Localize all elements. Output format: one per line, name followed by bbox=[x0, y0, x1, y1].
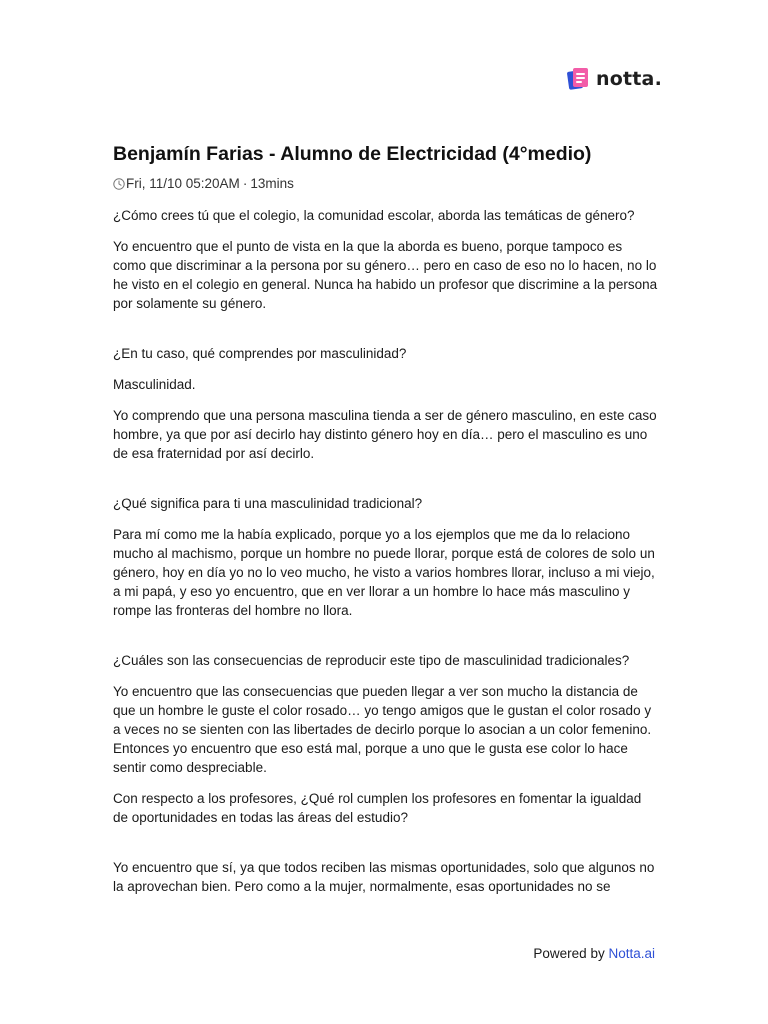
paragraph-question: Con respecto a los profesores, ¿Qué rol cumplen los profesores en fomentar la igualdad de oportunidades en todas las áreas del estudio? bbox=[113, 791, 642, 825]
paragraph-answer: Yo encuentro que sí, ya que todos reciben las mismas oportunidades, solo que algunos no la aprovechan bien. Pero como a la mujer, normalmente, esas oportunidades no se bbox=[113, 860, 655, 894]
notta-logo bbox=[567, 64, 662, 94]
clock-icon bbox=[113, 178, 125, 190]
notta-logo-text: notta. bbox=[596, 68, 662, 90]
meta-duration: 13mins bbox=[250, 176, 294, 191]
paragraph-answer: Yo comprendo que una persona masculina tienda a ser de género masculino, en este caso hombre, ya que por así decirlo hay distinto género hoy en día… pero el masculino es uno de esa fraternidad por así decirlo. bbox=[113, 408, 657, 461]
paragraph-answer: Masculinidad. bbox=[113, 377, 196, 392]
paragraph-question: ¿Qué significa para ti una masculinidad tradicional? bbox=[113, 496, 423, 511]
document-content bbox=[113, 142, 658, 896]
paragraph-answer: Yo encuentro que las consecuencias que pueden llegar a ver son mucho la distancia de que un hombre le guste el color rosado… yo tengo amigos que le gustan el color rosado y a veces no se sienten con las libertades de decirlo porque lo asocian a un color femenino. Entonces yo encuentro que eso está mal, porque a uno que le gusta ese color lo hace sentir como despreciable. bbox=[113, 684, 652, 775]
paragraph-question: ¿Cómo crees tú que el colegio, la comunidad escolar, aborda las temáticas de género? bbox=[113, 208, 635, 223]
paragraph-answer: Para mí como me la había explicado, porque yo a los ejemplos que me da lo relaciono mucho al machismo, porque un hombre no puede llorar, porque está de colores de solo un género, hoy en día yo no lo veo mucho, he visto a varios hombres llorar, incluso a mi viejo, a mi papá, y eso yo encuentro, que en ver llorar a un hombre lo hace más masculino y rompe las fronteras del hombre no llora. bbox=[113, 527, 655, 618]
meta-separator: · bbox=[242, 176, 248, 191]
notta-logo-icon bbox=[567, 66, 591, 92]
footer-powered-by bbox=[533, 945, 655, 963]
footer-prefix: Powered by bbox=[533, 946, 605, 961]
notta-link[interactable]: Notta.ai bbox=[608, 946, 655, 961]
paragraph-answer: Yo encuentro que el punto de vista en la que la aborda es bueno, porque tampoco es como que discriminar a la persona por su género… pero en caso de eso no lo hacen, no lo he visto en el colegio en general. Nunca ha habido un profesor que discrimine a la persona por solamente su género. bbox=[113, 239, 658, 311]
document-meta bbox=[113, 175, 658, 193]
transcript-body bbox=[113, 206, 658, 896]
document-title: Benjamín Farias - Alumno de Electricidad (4°medio) bbox=[113, 143, 592, 165]
paragraph-question: ¿Cuáles son las consecuencias de reproducir este tipo de masculinidad tradicionales? bbox=[113, 653, 630, 668]
paragraph-question: ¿En tu caso, qué comprendes por masculinidad? bbox=[113, 346, 407, 361]
meta-date: Fri, 11/10 05:20AM bbox=[126, 176, 240, 191]
